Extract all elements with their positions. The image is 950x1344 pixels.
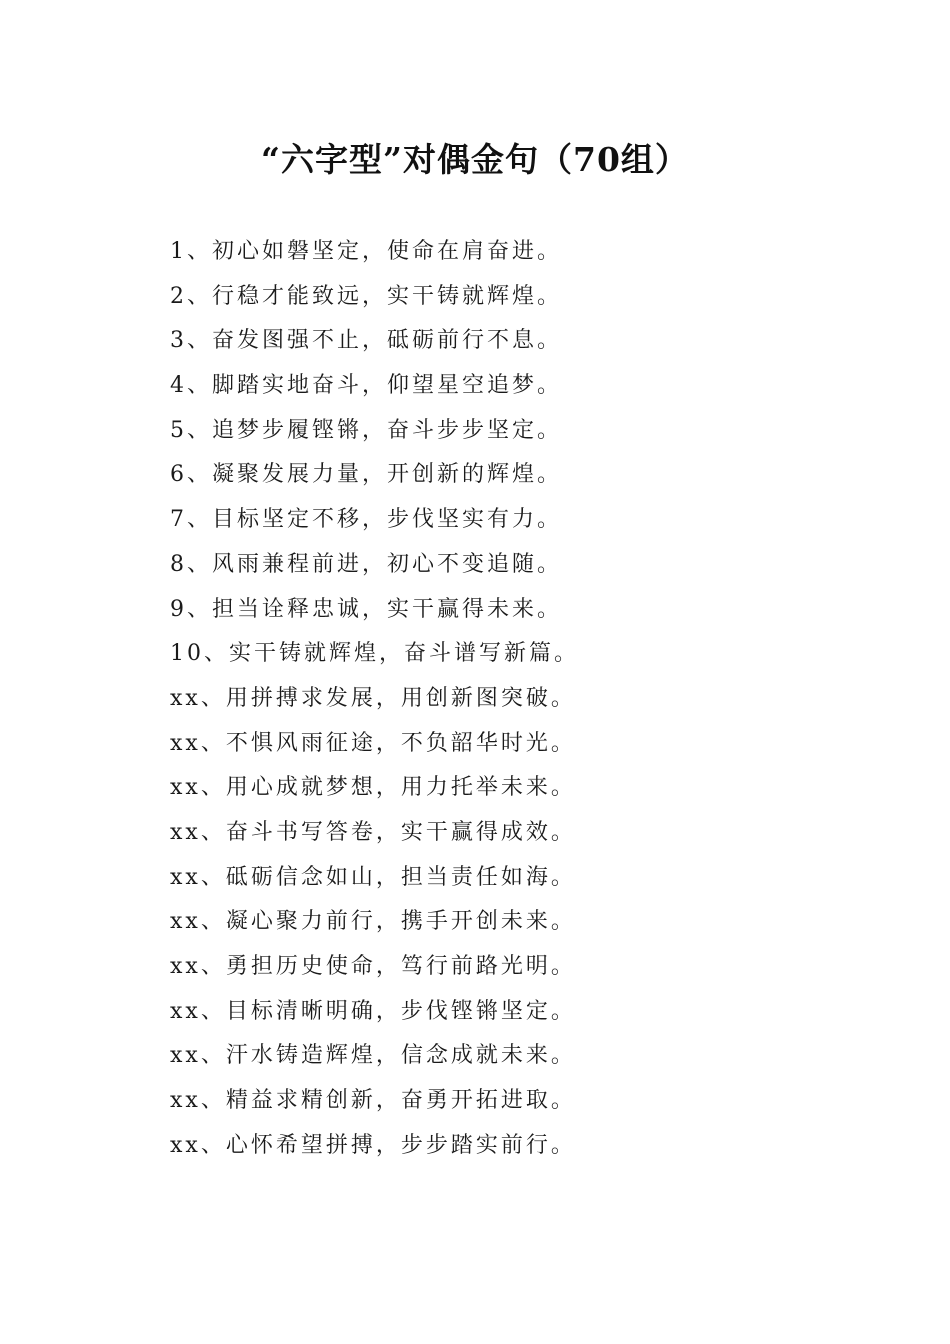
- list-item: xx、精益求精创新，奋勇开拓进取。: [170, 1088, 576, 1114]
- list-item: 4、脚踏实地奋斗，仰望星空追梦。: [170, 373, 562, 399]
- list-item: xx、不惧风雨征途，不负韶华时光。: [170, 730, 576, 756]
- list-item: 9、担当诠释忠诚，实干赢得未来。: [170, 596, 562, 622]
- list-item: 8、风雨兼程前进，初心不变追随。: [170, 551, 562, 577]
- list-item: xx、汗水铸造辉煌，信念成就未来。: [170, 1043, 576, 1069]
- list-item: xx、奋斗书写答卷，实干赢得成效。: [170, 819, 576, 845]
- list-item: 10、实干铸就辉煌，奋斗谱写新篇。: [170, 641, 579, 667]
- list-item: 2、行稳才能致远，实干铸就辉煌。: [170, 283, 562, 309]
- list-item: 5、追梦步履铿锵，奋斗步步坚定。: [170, 417, 562, 443]
- list-item: xx、凝心聚力前行，携手开创未来。: [170, 909, 576, 935]
- list-item: 3、奋发图强不止，砥砺前行不息。: [170, 328, 562, 354]
- list-item: 6、凝聚发展力量，开创新的辉煌。: [170, 462, 562, 488]
- sentence-list: [170, 230, 870, 1168]
- list-item: xx、目标清晰明确，步伐铿锵坚定。: [170, 998, 576, 1024]
- list-item: xx、心怀希望拼搏，步步踏实前行。: [170, 1132, 576, 1158]
- list-item: 1、初心如磐坚定，使命在肩奋进。: [170, 239, 562, 264]
- list-item: xx、勇担历史使命，笃行前路光明。: [170, 954, 576, 979]
- list-item: xx、砥砺信念如山，担当责任如海。: [170, 864, 576, 890]
- document-title: “六字型”对偶金句（70组）: [261, 140, 689, 179]
- list-item: xx、用拼搏求发展，用创新图突破。: [170, 685, 576, 711]
- list-item: xx、用心成就梦想，用力托举未来。: [170, 775, 576, 801]
- list-item: 7、目标坚定不移，步伐坚实有力。: [170, 507, 562, 533]
